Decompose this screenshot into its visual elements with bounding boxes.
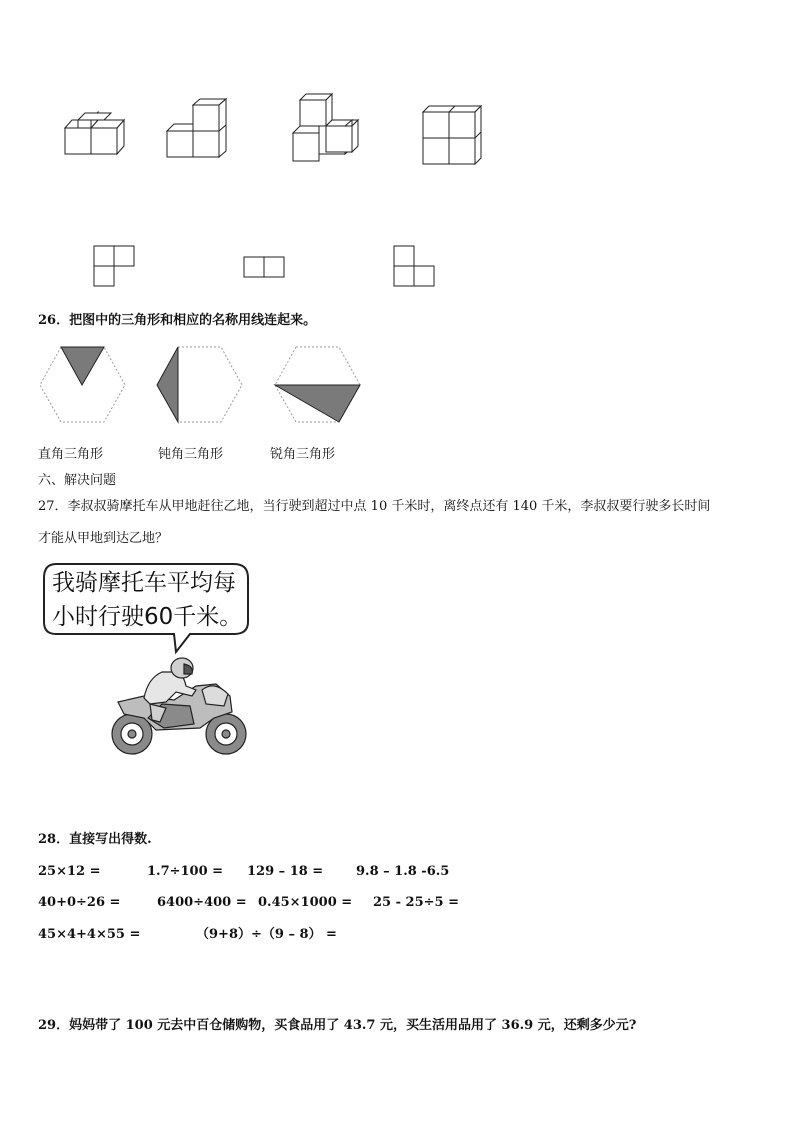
label-obtuse-triangle: 钝角三角形 xyxy=(158,447,224,462)
q28-r1-c1: 25×12 = xyxy=(38,864,101,879)
q28-r1-c3: 129 – 18 = xyxy=(247,864,324,879)
hexagon-obtuse-triangle xyxy=(155,345,245,425)
section-6-title: 六、解决问题 xyxy=(38,473,117,488)
question-29-text: 29．妈妈带了 100 元去中百仓储购物，买食品用了 43.7 元，买生活用品用了 36.9 元，还剩多少元? xyxy=(38,1018,637,1033)
question-26-text: 26．把图中的三角形和相应的名称用线连起来。 xyxy=(38,313,317,328)
cube-solid-3 xyxy=(288,92,368,164)
label-right-triangle: 直角三角形 xyxy=(38,447,104,462)
label-acute-triangle: 锐角三角形 xyxy=(270,447,336,462)
motorcycle-rider-illustration xyxy=(104,656,254,761)
bubble-line1: 我骑摩托车平均每 xyxy=(52,570,236,596)
view-2 xyxy=(243,256,288,281)
hexagon-right-triangle xyxy=(38,345,128,425)
q28-r3-c1: 45×4+4×55 = xyxy=(38,927,141,942)
cube-solid-1 xyxy=(60,110,130,160)
question-27-line2: 才能从甲地到达乙地？ xyxy=(38,531,169,546)
q28-r2-c2: 6400÷400 = xyxy=(157,895,247,910)
question-27-line1: 27．李叔叔骑摩托车从甲地赶往乙地，当行驶到超过中点 10 千米时，离终点还有 140 千米，李叔叔要行驶多长时间 xyxy=(38,499,711,514)
view-3 xyxy=(393,245,438,290)
cube-solid-2 xyxy=(162,98,232,163)
q28-r1-c2: 1.7÷100 = xyxy=(147,864,224,879)
question-28-title: 28．直接写出得数. xyxy=(38,832,152,847)
q28-r2-c1: 40+0÷26 = xyxy=(38,895,121,910)
q28-r2-c3: 0.45×1000 = xyxy=(258,895,353,910)
hexagon-acute-triangle xyxy=(273,345,363,425)
q28-r3-c2: （9+8）÷（9 – 8） = xyxy=(196,927,337,942)
q28-r1-c4: 9.8 – 1.8 -6.5 xyxy=(356,864,450,879)
q28-r2-c4: 25 - 25÷5 = xyxy=(373,895,459,910)
bubble-line2: 小时行驶60千米。 xyxy=(52,604,243,630)
cube-solid-4 xyxy=(418,104,488,170)
view-1 xyxy=(93,245,138,290)
